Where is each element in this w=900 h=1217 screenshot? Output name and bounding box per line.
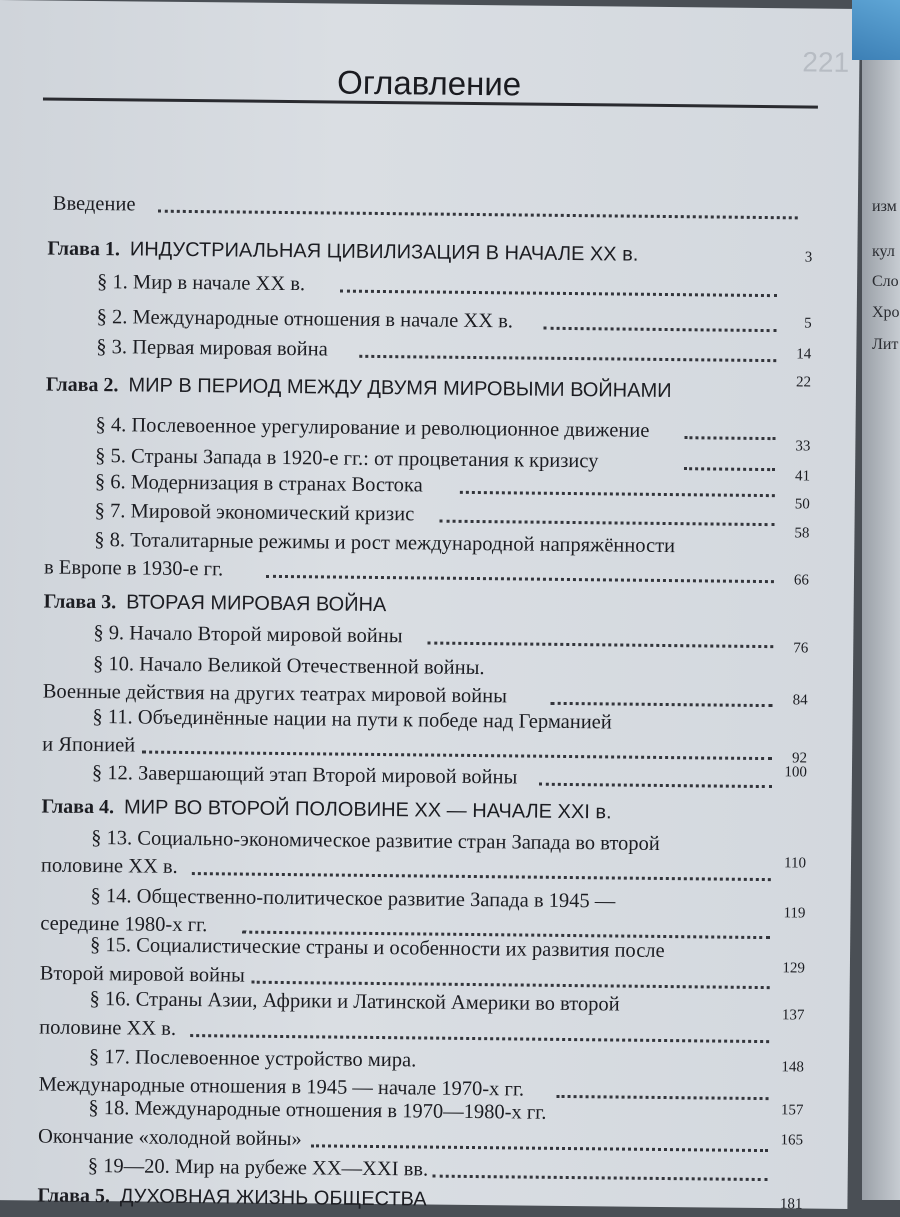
toc-page-number: 14 xyxy=(796,346,812,363)
toc-page-number: 76 xyxy=(793,640,809,657)
toc-section-line: § 16. Страны Азии, Африки и Латинской Америки во второй xyxy=(89,987,620,1016)
toc-section-line: Второй мировой войны xyxy=(39,962,245,987)
toc-page-number: 100 xyxy=(784,764,808,781)
leader-dots xyxy=(685,434,776,440)
toc-page-number: 110 xyxy=(783,855,807,872)
facing-page-fragment: Сло xyxy=(872,273,899,290)
toc-section-line: Международные отношения в 1945 — начале 1970-х гг. xyxy=(38,1073,525,1101)
book-cover-corner xyxy=(852,0,900,60)
toc-page-number: 3 xyxy=(804,249,813,266)
facing-page-fragment: Лит xyxy=(872,336,899,353)
chapter-label: Глава 5. xyxy=(37,1184,111,1208)
chapter-label: Глава 3. xyxy=(43,590,117,614)
toc-section: § 3. Первая мировая война xyxy=(96,336,328,361)
toc-section-line: Окончание «холодной войны» xyxy=(37,1125,302,1151)
chapter-label: Глава 1. xyxy=(47,237,121,261)
toc-section-line: § 17. Послевоенное устройство мира. xyxy=(88,1045,417,1072)
facing-page-fragment: изм xyxy=(872,198,897,215)
chapter-label: Глава 4. xyxy=(41,795,115,819)
chapter-title: ИНДУСТРИАЛЬНАЯ ЦИВИЛИЗАЦИЯ В НАЧАЛЕ XX в. xyxy=(129,238,639,266)
toc-section-line: § 15. Социалистические страны и особенности их развития после xyxy=(89,933,665,963)
toc-section: § 12. Завершающий этап Второй мировой войны xyxy=(91,762,518,789)
toc-section-line: § 14. Общественно-политическое развитие Запада в 1945 — xyxy=(90,884,616,913)
toc-page-number: 22 xyxy=(795,374,812,391)
toc-section-line: § 18. Международные отношения в 1970—1980-х гг. xyxy=(88,1096,547,1124)
toc-page-number: 58 xyxy=(794,525,810,542)
toc-section: § 9. Начало Второй мировой войны xyxy=(93,622,403,648)
toc-section-line: середине 1980-х гг. xyxy=(40,912,208,937)
chapter-title: МИР ВО ВТОРОЙ ПОЛОВИНЕ XX — НАЧАЛЕ XXI в. xyxy=(123,796,612,824)
toc-page-number: 119 xyxy=(783,905,806,922)
toc-section-line: и Японией xyxy=(42,733,136,757)
toc-section-line: Военные действия на других театрах мировой войны xyxy=(42,680,508,708)
facing-page-fragment: кул xyxy=(872,243,895,260)
facing-page-edge xyxy=(862,0,900,1200)
toc-page-number: 92 xyxy=(792,750,808,767)
chapter-title: ДУХОВНАЯ ЖИЗНЬ ОБЩЕСТВА xyxy=(119,1185,427,1211)
chapter-title: ВТОРАЯ МИРОВАЯ ВОЙНА xyxy=(126,591,387,617)
toc-page-number: 84 xyxy=(792,692,808,709)
toc-page-number: 137 xyxy=(781,1007,805,1024)
toc-section-line: § 8. Тоталитарные режимы и рост международной напряжённости xyxy=(94,529,676,558)
toc-section: § 19—20. Мир на рубеже XX—XXI вв. xyxy=(87,1154,429,1181)
toc-section-line: § 11. Объединённые нации на пути к победе над Германией xyxy=(92,706,612,734)
toc-page-number: 50 xyxy=(794,496,810,513)
toc-page-number: 41 xyxy=(794,468,811,485)
toc-section-line: половине XX в. xyxy=(39,1016,177,1040)
toc-page-number: 66 xyxy=(793,572,810,589)
toc-section: § 4. Послевоенное урегулирование и революционное движение xyxy=(95,414,650,442)
facing-page-fragment: Хро xyxy=(872,304,900,321)
toc-section-line: § 10. Начало Великой Отечественной войны. xyxy=(92,653,485,680)
toc-section: § 6. Модернизация в странах Востока xyxy=(94,471,423,497)
toc-chapter-heading xyxy=(44,590,900,622)
toc-section: § 7. Мировой экономический кризис xyxy=(94,500,415,526)
toc-page-number: 33 xyxy=(795,438,811,455)
toc-chapter-heading xyxy=(41,795,900,827)
toc-section-line: в Европе в 1930-е гг. xyxy=(43,556,224,581)
toc-page-number: 129 xyxy=(782,960,805,977)
toc-section: § 1. Мир в начале XX в. xyxy=(96,271,306,296)
toc-page-number: 165 xyxy=(780,1132,804,1149)
toc-section: § 2. Международные отношения в начале XX в. xyxy=(96,306,514,333)
toc-page-number: 181 xyxy=(779,1196,803,1213)
toc-section: § 5. Страны Запада в 1920-е гг.: от процветания к кризису xyxy=(95,445,599,473)
toc-page-number: 148 xyxy=(781,1059,804,1076)
leader-dots xyxy=(685,465,776,471)
toc-entry-intro: Введение xyxy=(52,192,136,216)
toc-page-number: 5 xyxy=(804,315,812,332)
chapter-title: МИР В ПЕРИОД МЕЖДУ ДВУМЯ МИРОВЫМИ ВОЙНАМИ xyxy=(128,374,672,403)
toc-page-number: 157 xyxy=(780,1102,804,1119)
toc-section-line: половине XX в. xyxy=(40,854,178,878)
toc-section-line: § 13. Социально-экономическое развитие стран Запада во второй xyxy=(91,827,660,855)
page-number: 221 xyxy=(802,46,850,78)
chapter-label: Глава 2. xyxy=(45,373,119,397)
page-title: Оглавление xyxy=(336,63,522,103)
